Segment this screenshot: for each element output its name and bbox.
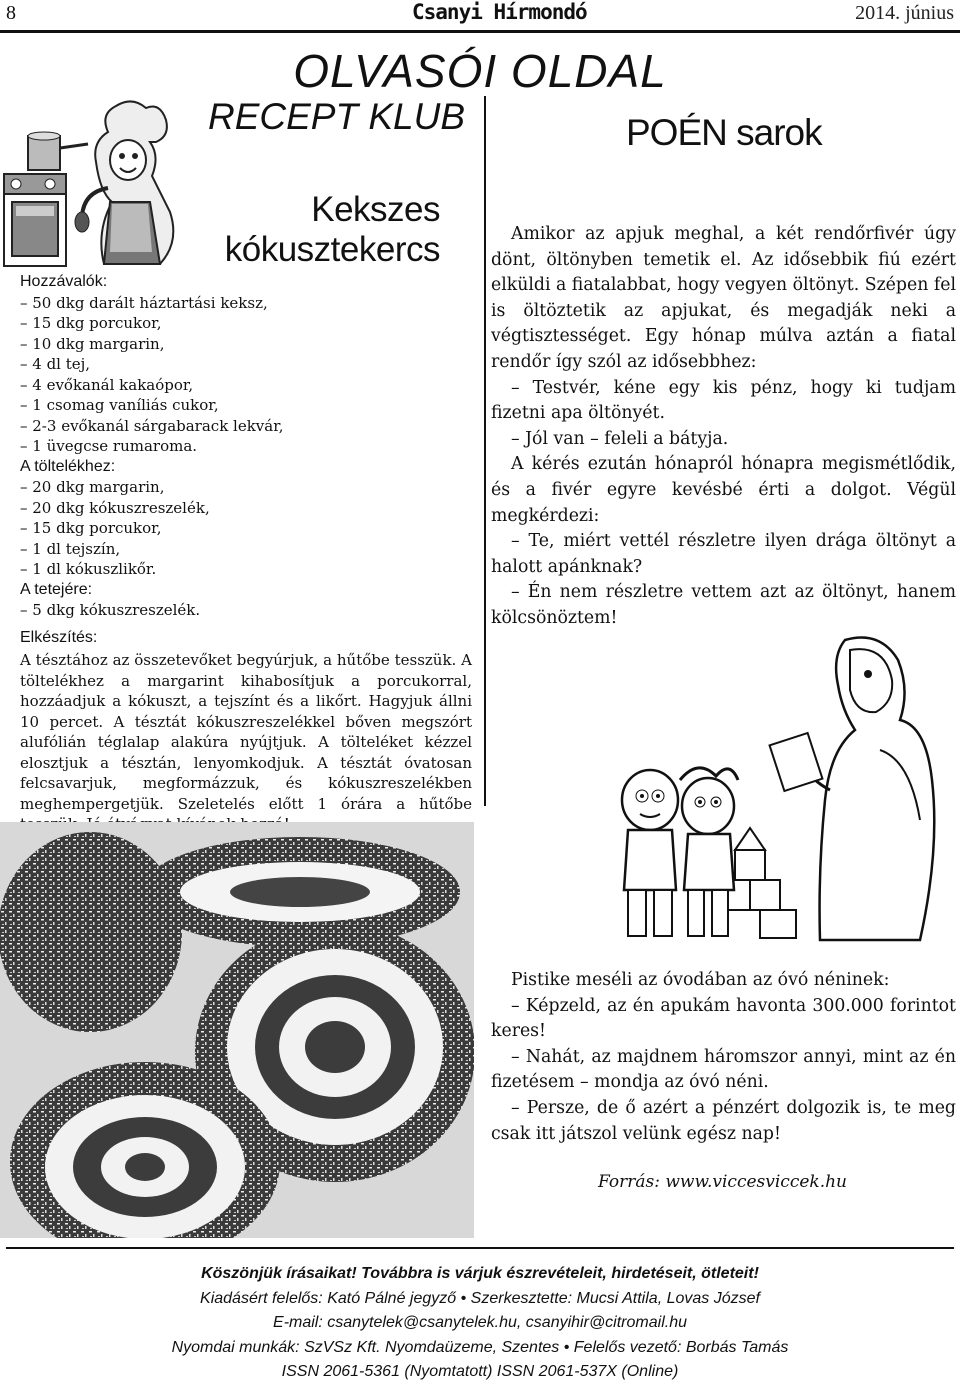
section-title: OLVASÓI OLDAL (293, 45, 667, 97)
joke-1-paragraph: – Te, miért vettél részletre ilyen drága öltönyt a halott apánknak? (491, 531, 956, 577)
page-number: 8 (6, 2, 16, 24)
joke-2-paragraph: Pistike meséli az óvodában az óvó néninek: (511, 970, 890, 990)
topping-heading: A tetejére: (20, 580, 93, 598)
filling-heading: A töltelékhez: (20, 457, 116, 475)
recipe-text (20, 272, 472, 835)
cartoon-illustration (580, 630, 960, 960)
recipe-title-line1: Kekszes (311, 190, 440, 229)
header-divider (0, 30, 960, 33)
joke-2-paragraph: – Nahát, az majdnem háromszor annyi, mint az én fizetésem – mondja az óvó néni. (491, 1046, 956, 1093)
newspaper-title: Csanyi Hírmondó (412, 0, 587, 24)
footer (0, 1262, 960, 1385)
footer-thanks: Köszönjük írásaikat! Továbbra is várjuk észrevételeit, hirdetéseit, ötleteit! (201, 1265, 759, 1282)
ingredient-item: – 10 dkg margarin, (20, 334, 165, 353)
footer-divider (6, 1247, 954, 1249)
filling-item: – 1 dl kókuszlikőr. (20, 560, 157, 578)
joke-1-paragraph: A kérés ezután hónapról hónapra megismétlődik, és a fivér egyre kevésbé érti a dolgot. Végül megkérdezi: (491, 454, 956, 526)
recipe-title-line2: kókusztekercs (224, 230, 440, 269)
chef-illustration (0, 92, 200, 267)
joke-corner-heading: POÉN sarok (626, 112, 822, 153)
footer-email: E-mail: csanytelek@csanytelek.hu, csanyihir@citromail.hu (273, 1314, 687, 1331)
ingredient-item: – 4 dl tej, (20, 355, 91, 373)
joke-1-paragraph: – Testvér, kéne egy kis pénz, hogy ki tudjam fizetni apa öltönyét. (491, 377, 956, 424)
ingredient-item: – 1 üvegcse rumaroma. (20, 437, 198, 455)
joke-2 (491, 968, 956, 1147)
filling-item: – 20 dkg margarin, (20, 478, 165, 496)
issue-date: 2014. június (855, 2, 954, 24)
recipe-title (200, 190, 440, 270)
footer-issn: ISSN 2061-5361 (Nyomtatott) ISSN 2061-537X (Online) (281, 1363, 679, 1380)
ingredient-item: – 15 dkg porcukor, (20, 314, 162, 332)
ingredient-item: – 50 dkg darált háztartási keksz, (20, 293, 268, 312)
joke-1-paragraph: – Jól van – feleli a bátyja. (511, 428, 729, 449)
filling-item: – 15 dkg porcukor, (20, 519, 162, 537)
ingredient-item: – 4 evőkanál kakaópor, (20, 375, 194, 394)
filling-item: – 1 dl tejszín, (20, 539, 121, 558)
joke-1 (491, 222, 956, 632)
joke-1-paragraph: Amikor az apjuk meghal, a két rendőrfivér úgy dönt, öltönyben temetik el. Az idősebbik fiú ezért elküldi a fiatalabbat, hogy vegyen öltönyt. Szépen fel is öltöztetik az apjukat, és megadják neki a végtisztességet. Egy hónap múlva aztán a fiatal rendőr így szól az idősebbhez: (491, 224, 956, 372)
joke-source: Forrás: www.viccesviccek.hu (598, 1172, 847, 1192)
topping-item: – 5 dkg kókuszreszelék. (20, 601, 201, 619)
ingredient-item: – 1 csomag vaníliás cukor, (20, 396, 219, 414)
column-divider (484, 96, 486, 806)
recipe-club-heading: RECEPT KLUB (208, 96, 466, 137)
filling-item: – 20 dkg kókuszreszelék, (20, 498, 210, 517)
joke-2-paragraph: – Persze, de ő azért a pénzért dolgozik is, te meg csak itt játszol velünk egész nap! (491, 1097, 956, 1144)
footer-publisher: Kiadásért felelős: Kató Pálné jegyző • Szerkesztette: Mucsi Attila, Lovas József (200, 1289, 760, 1307)
steps-text: A tésztához az összetevőket begyúrjuk, a hűtőbe tesszük. A töltelékhez a margarint kihabosítjuk a porcukorral, hozzáadjuk a kókuszt, a tejszínt és a likőrt. Hagyjuk állni 10 percet. A tésztát kókuszreszelékkel bőven megszórt alufólián téglalap alakúra nyújtjuk. A tölteléket kézzel elosztjuk a tésztán, lenyomkodjuk. A tésztát óvatosan felcsavarjuk, megformázzuk, és kókuszreszelékben meghempergetjük. Szeletelés előtt 1 órára a hűtőbe (20, 651, 472, 813)
joke-2-paragraph: – Képzeld, az én apukám havonta 300.000 forintot keres! (491, 995, 956, 1042)
ingredients-heading: Hozzávalók: (20, 273, 108, 290)
recipe-photo (0, 822, 474, 1238)
joke-1-paragraph: – Én nem részletre vettem azt az öltönyt, hanem kölcsönöztem! (491, 582, 956, 628)
footer-printing: Nyomdai munkák: SzVSz Kft. Nyomdaüzeme, Szentes • Felelős vezető: Borbás Tamás (171, 1338, 789, 1356)
ingredient-item: – 2-3 evőkanál sárgabarack lekvár, (20, 416, 284, 435)
steps-heading: Elkészítés: (20, 628, 98, 646)
